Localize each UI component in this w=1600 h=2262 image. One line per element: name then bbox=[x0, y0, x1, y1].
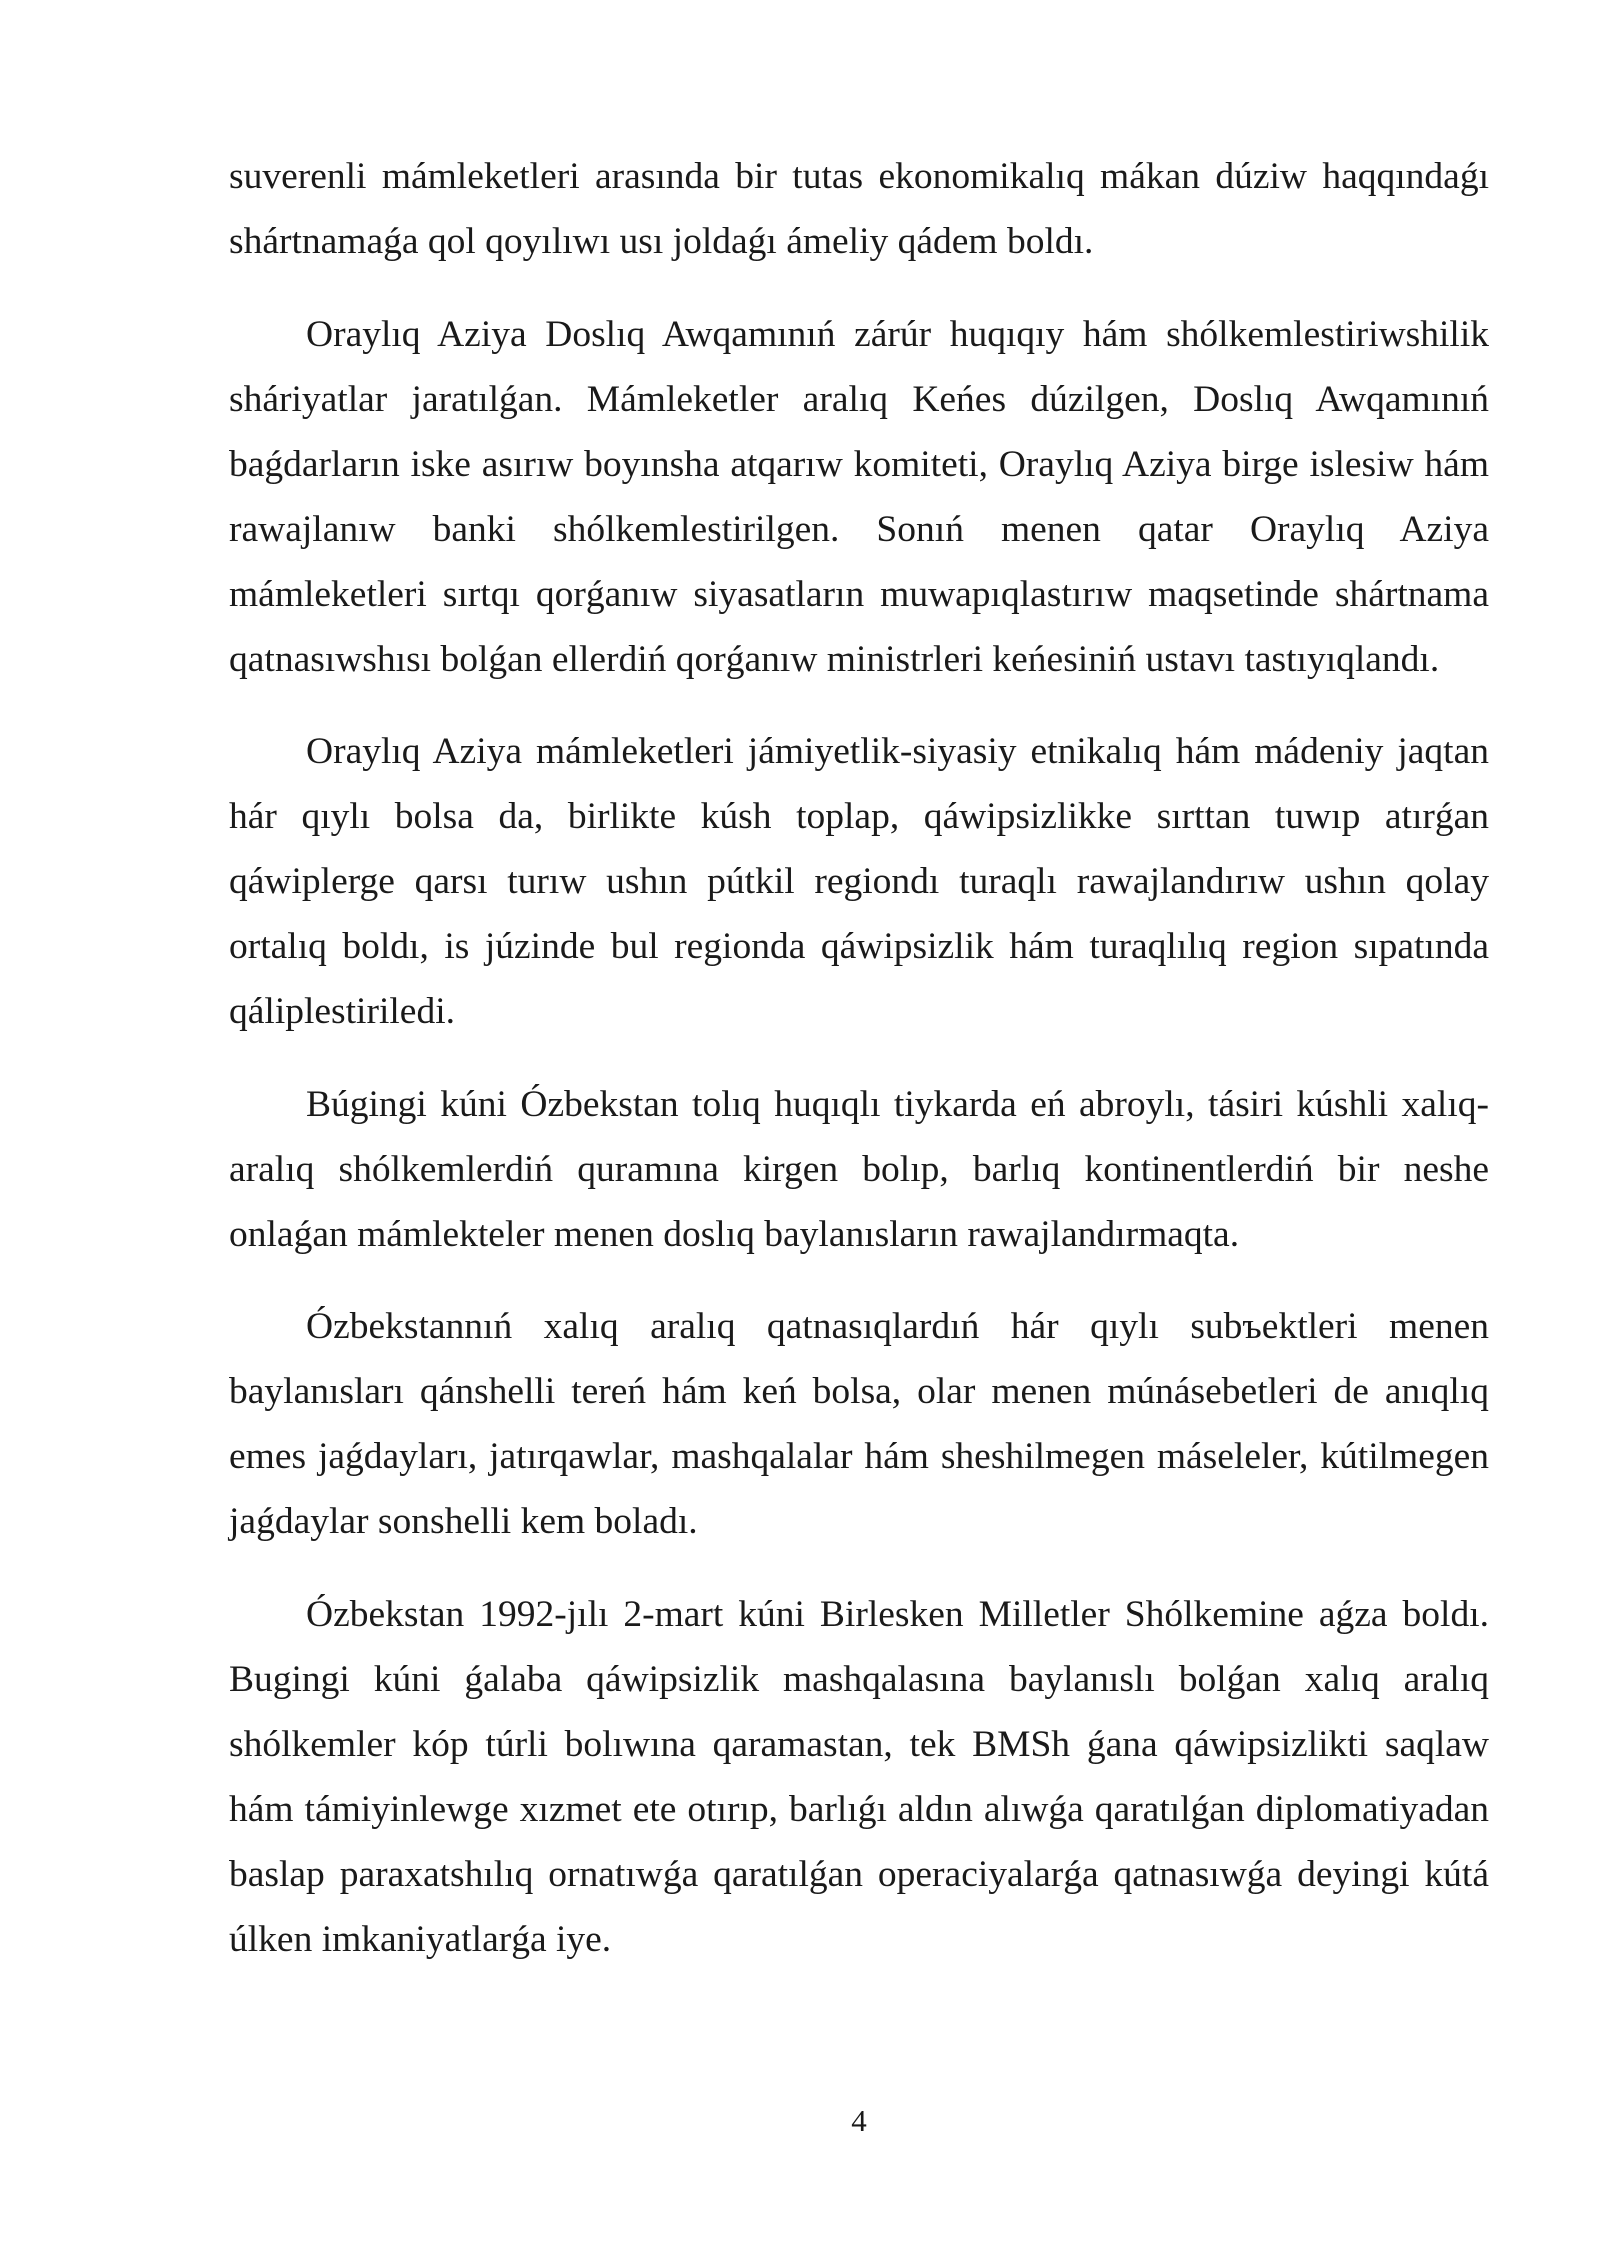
body-paragraph: Ózbekstan 1992-jılı 2-mart kúni Birlesken Milletler Shólkemine aǵza boldı. Bugingi kúni ǵalaba qáwipsizlik mashqalasına baylanıslı bolǵan xalıq aralıq shólkemler kóp túrli bolıwına qaramastan, tek BMSh ǵana qáwipsizlikti saqlaw hám támiyinlewge xızmet ete otırıp, barlıǵı aldın alıwǵa qaratılǵan diplomatiyadan baslap paraxatshılıq ornatıwǵa qaratılǵan operaciyalarǵa qatnasıwǵa deyingi kútá úlken imkaniyatlarǵa iye. bbox=[229, 1593, 1489, 1960]
body-paragraph: Búgingi kúni Ózbekstan tolıq huqıqlı tiykarda eń abroylı, tásiri kúshli xalıq-aralıq shólkemlerdiń quramına kirgen bolıp, barlıq kontinentlerdiń bir neshe onlaǵan mámlekteler menen doslıq baylanısların rawajlandırmaqta. bbox=[229, 1083, 1489, 1255]
text-body bbox=[229, 144, 1489, 1999]
body-paragraph: Ózbekstannıń xalıq aralıq qatnasıqlardıń hár qıylı subъektleri menen baylanısları qánshelli tereń hám keń bolsa, olar menen múnásebetleri de anıqlıq emes jaǵdayları, jatırqawlar, mashqalalar hám sheshilmegen máseleler, kútilmegen jaǵdaylar sonshelli kem boladı. bbox=[229, 1306, 1489, 1542]
body-paragraph-continuation: suverenli mámleketleri arasında bir tutas ekonomikalıq mákan dúziw haqqındaǵı shártnamaǵa qol qoyılıwı usı joldaǵı ámeliy qádem boldı. bbox=[229, 156, 1489, 262]
body-paragraph: Oraylıq Aziya Doslıq Awqamınıń zárúr huqıqıy hám shólkemlestiriwshilik sháriyatlar jaratılǵan. Mámleketler aralıq Keńes dúzilgen, Doslıq Awqamınıń baǵdarların iske asırıw boyınsha atqarıw komiteti, Oraylıq Aziya birge islesiw hám rawajlanıw banki shólkemlestirilgen. Sonıń menen qatar Oraylıq Aziya mámleketleri sırtqı qorǵanıw siyasatların muwapıqlastırıw maqsetinde shártnama qatnasıwshısı bolǵan ellerdiń qorǵanıw ministrleri keńesiniń ustavı tastıyıqlandı. bbox=[229, 313, 1489, 680]
page-number: 4 bbox=[851, 2103, 867, 2138]
body-paragraph: Oraylıq Aziya mámleketleri jámiyetlik-siyasiy etnikalıq hám mádeniy jaqtan hár qıylı bolsa da, birlikte kúsh toplap, qáwipsizlikke sırttan tuwıp atırǵan qáwiplerge qarsı turıw ushın pútkil regiondı turaqlı rawajlandırıw ushın qolay ortalıq boldı, is júzinde bul regionda qáwipsizlik hám turaqlılıq region sıpatında qáliplestiriledi. bbox=[229, 731, 1489, 1032]
